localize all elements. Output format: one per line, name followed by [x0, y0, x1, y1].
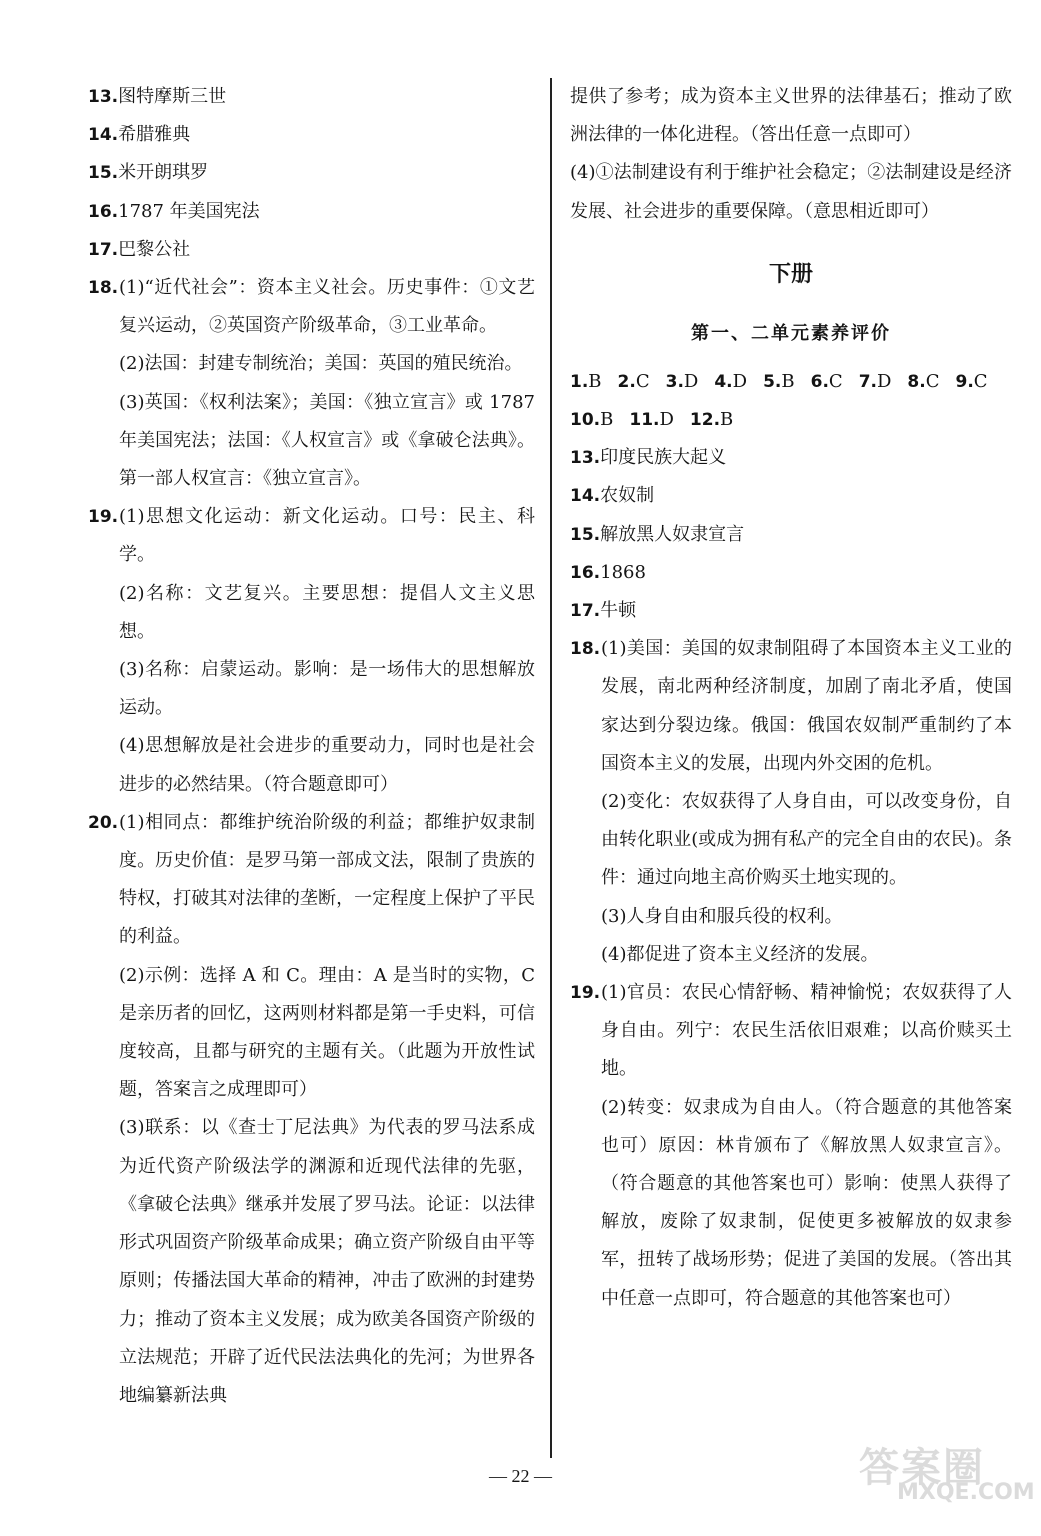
answer-text: 米开朗琪罗 [118, 162, 209, 184]
answer-text: 希腊雅典 [118, 124, 191, 146]
answer-text: (1)相同点：都维护统治阶级的利益；都维护奴隶制度。历史价值：是罗马第一部成文法，限制了贵族的特权，打破其对法律的垄断，一定程度上保护了平民的利益。 [119, 811, 535, 948]
answer-text: (1)美国：美国的奴隶制阻碍了本国资本主义工业的发展，南北两种经济制度，加剧了南北矛盾，使国家达到分裂边缘。俄国：俄国农奴制严重制约了本国资本主义的发展，出现内外交困的危机。 [601, 638, 1012, 774]
choice-number: 10. [570, 410, 601, 431]
choice-number: 7. [858, 371, 877, 392]
choice-number: 9. [955, 371, 974, 392]
choice-letter: B [720, 409, 734, 431]
choice-answer [570, 363, 602, 401]
answer-17 [88, 231, 535, 269]
question-number: 15. [88, 163, 119, 184]
question-number: 15. [570, 524, 601, 545]
question-number: 18. [88, 278, 119, 299]
choice-number: 6. [810, 371, 829, 392]
answer-text: 1787 年美国宪法 [118, 200, 260, 222]
choice-answer [618, 363, 650, 401]
answer-text: 农奴制 [600, 485, 655, 507]
answer-20-part-3: (3)联系：以《查士丁尼法典》为代表的罗马法系成为近代资产阶级法学的渊源和近现代法律的先驱，《拿破仑法典》继承并发展了罗马法。论证：以法律形式巩固资产阶级革命成果；确立资产阶级自由平等原则；传播法国大革命的精神，冲击了欧洲的封建势力；推动了资本主义发展；成为欧美各国资产阶级的立法规范；开辟了近代民法法典化的先河；为世界各地编纂新法典 [119, 1117, 535, 1406]
answer-18 [570, 630, 1012, 783]
question-number: 14. [570, 486, 601, 507]
answer-18-part-2: (2)法国：封建专制统治；美国：英国的殖民统治。 [119, 353, 523, 375]
answer-19-part-2: (2)转变：奴隶成为自由人。（符合题意的其他答案也可）原因：林肯颁布了《解放黑人奴隶宣言》。（符合题意的其他答案也可）影响：使黑人获得了解放，废除了奴隶制，促使更多被解放的奴隶参军，扭转了战场形势；促进了美国的发展。（答出其中任意一点即可，符合题意的其他答案也可） [601, 1096, 1012, 1309]
right-column [570, 78, 1012, 1318]
answer-20-part-4: (4)①法制建设有利于维护社会稳定；②法制建设是经济发展、社会进步的重要保障。（意思相近即可） [570, 162, 1012, 222]
answer-18 [88, 269, 535, 345]
choice-letter: D [683, 370, 699, 392]
question-number: 17. [88, 239, 119, 260]
answer-text: 印度民族大起义 [600, 447, 727, 469]
choice-answer [570, 401, 613, 439]
question-number: 13. [570, 448, 601, 469]
question-number: 19. [88, 507, 119, 528]
answer-18-part-2: (2)变化：农奴获得了人身自由，可以改变身份，自由转化职业(或成为拥有私产的完全自由的农民)。条件：通过向地主高价购买土地实现的。 [601, 791, 1012, 889]
choice-letter: C [828, 370, 843, 392]
question-number: 17. [570, 601, 601, 622]
choice-number: 8. [907, 371, 926, 392]
question-number: 20. [88, 812, 119, 833]
answer-text: (1)思想文化运动：新文化运动。口号：民主、科学。 [119, 506, 535, 566]
left-column [88, 78, 535, 1415]
answer-16 [570, 554, 1012, 592]
question-number: 16. [88, 201, 119, 222]
choice-number: 2. [617, 371, 636, 392]
question-number: 19. [570, 983, 601, 1004]
choice-letter: B [781, 370, 795, 392]
choice-letter: C [925, 370, 940, 392]
watermark-logo [825, 1436, 1035, 1506]
choice-letter: B [588, 370, 602, 392]
question-number: 16. [570, 562, 601, 583]
answer-16 [88, 193, 535, 231]
choice-answer [859, 363, 892, 401]
choice-answer [763, 363, 795, 401]
section-title: 下册 [768, 261, 813, 287]
answer-19-part-3: (3)名称：启蒙运动。影响：是一场伟大的思想解放运动。 [119, 659, 535, 719]
choice-number: 12. [689, 410, 721, 431]
answer-17 [570, 592, 1012, 630]
answer-18-part-3: (3)英国：《权利法案》；美国：《独立宣言》或 1787 年美国宪法；法国：《人权宣言》或《拿破仑法典》。第一部人权宣言：《独立宣言》。 [119, 391, 535, 490]
answer-13 [570, 439, 1012, 477]
page-number: — 22 — [489, 1466, 552, 1486]
answer-text: (1)官员：农民心情舒畅、精神愉悦；农奴获得了人身自由。列宁：农民生活依旧艰难；以高价赎买土地。 [601, 982, 1012, 1080]
answer-19 [570, 974, 1012, 1089]
watermark-url: MXQE.COM [897, 1480, 1035, 1505]
answer-text: 解放黑人奴隶宣言 [600, 523, 745, 545]
answer-19-part-4: (4)思想解放是社会进步的重要动力，同时也是社会进步的必然结果。（符合题意即可） [119, 735, 535, 795]
answer-19 [88, 498, 535, 574]
answer-20-part-2: (2)示例：选择 A 和 C。理由：A 是当时的实物，C 是亲历者的回忆，这两则材料都是第一手史料，可信度较高，且都与研究的主题有关。（此题为开放性试题，答案言之成理即可） [119, 964, 535, 1101]
answer-14 [570, 477, 1012, 515]
choice-letter: D [876, 370, 892, 392]
answer-text: 图特摩斯三世 [118, 86, 227, 107]
choice-number: 3. [665, 371, 684, 392]
question-number: 14. [88, 125, 119, 146]
answer-18-part-3: (3)人身自由和服兵役的权利。 [601, 905, 843, 927]
answer-15 [88, 154, 535, 192]
watermark-text: 答案圈 [859, 1445, 985, 1491]
choice-number: 5. [763, 371, 782, 392]
answer-20-continued: 提供了参考；成为资本主义世界的法律基石；推动了欧洲法律的一体化进程。（答出任意一点即可） [570, 86, 1012, 146]
answer-20 [88, 804, 535, 957]
question-number: 13. [88, 87, 119, 107]
question-number: 18. [570, 639, 601, 660]
choice-number: 1. [570, 371, 589, 392]
answer-19-part-2: (2)名称：文艺复兴。主要思想：提倡人文主义思想。 [119, 582, 535, 642]
answer-text: 1868 [600, 561, 646, 583]
column-divider [550, 78, 552, 1458]
answer-13 [88, 78, 535, 116]
choice-answer [811, 363, 843, 401]
answer-text: 牛顿 [600, 600, 637, 622]
choice-number: 4. [714, 371, 733, 392]
choice-letter: C [973, 370, 988, 392]
choice-answer [907, 363, 939, 401]
answer-text: (1)“近代社会”：资本主义社会。历史事件：①文艺复兴运动，②英国资产阶级革命，③工业革命。 [119, 277, 535, 337]
choice-letter: D [659, 409, 674, 431]
choice-answer [714, 363, 747, 401]
choice-answer [956, 363, 988, 401]
multiple-choice-answers [570, 363, 1012, 439]
answer-15 [570, 516, 1012, 554]
unit-title: 第一、二单元素养评价 [691, 322, 891, 344]
answer-text: 巴黎公社 [118, 238, 191, 260]
choice-answer [666, 363, 699, 401]
choice-number: 11. [629, 410, 660, 431]
choice-letter: B [600, 409, 614, 431]
choice-answer [690, 401, 733, 439]
answer-18-part-4: (4)都促进了资本主义经济的发展。 [601, 943, 879, 965]
choice-letter: C [635, 370, 650, 392]
answer-14 [88, 116, 535, 154]
choice-letter: D [732, 370, 748, 392]
choice-answer [629, 401, 674, 439]
